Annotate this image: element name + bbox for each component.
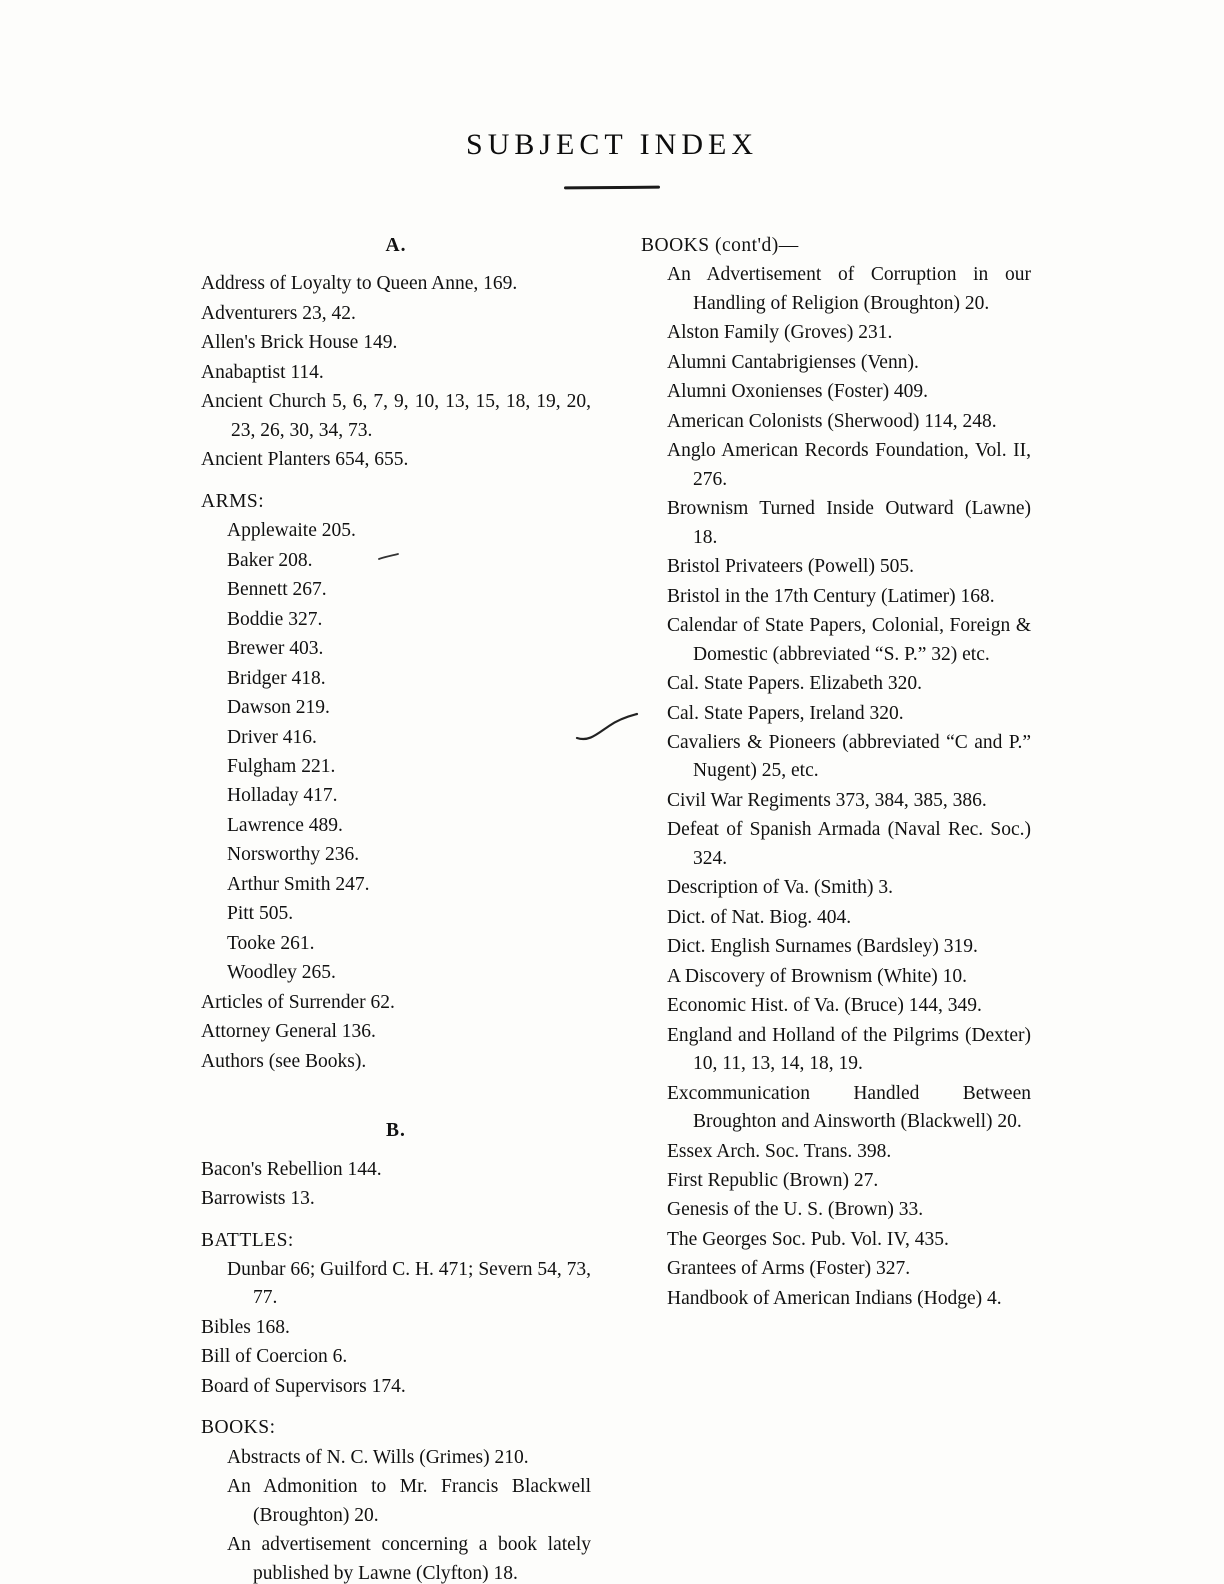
index-entry: Baker 208. (227, 549, 313, 571)
index-entry: Cal. State Papers, Ireland 320. (667, 702, 904, 724)
index-entry: England and Holland of the Pilgrims (Dexter) 10, 11, 13, 14, 18, 19. (667, 1024, 1031, 1075)
index-entry: An advertisement concerning a book lately published by Lawne (Clyfton) 18. (227, 1534, 591, 1584)
index-entry: Dict. of Nat. Biog. 404. (667, 906, 852, 928)
index-entry: Civil War Regiments 373, 384, 385, 386. (667, 789, 987, 811)
index-entry: First Republic (Brown) 27. (667, 1170, 879, 1191)
index-entry: Lawrence 489. (227, 814, 343, 836)
index-entry: Fulgham 221. (227, 755, 336, 777)
page-title: SUBJECT INDEX (466, 128, 758, 161)
index-entry: The Georges Soc. Pub. Vol. IV, 435. (667, 1228, 949, 1250)
index-entry: Bristol Privateers (Powell) 505. (667, 556, 914, 578)
index-entry: Authors (see Books). (201, 1050, 367, 1072)
index-entry: Cavaliers & Pioneers (abbreviated “C and P.” Nugent) 25, etc. (667, 731, 1031, 782)
index-entry: Norsworthy 236. (227, 844, 360, 866)
index-entry: Dict. English Surnames (Bardsley) 319. (667, 936, 978, 958)
index-entry: Ancient Church 5, 6, 7, 9, 10, 13, 15, 18, 19, 20, 23, 26, 30, 34, 73. (201, 391, 591, 441)
index-entry: Essex Arch. Soc. Trans. 398. (667, 1140, 892, 1162)
index-entry: Alumni Cantabrigienses (Venn). (667, 351, 919, 373)
index-group-heading: BOOKS (cont'd)— (641, 235, 799, 256)
index-entry: Woodley 265. (227, 962, 336, 984)
index-entry: Holladay 417. (227, 785, 338, 807)
index-entry: Bennett 267. (227, 579, 327, 601)
right-column (641, 232, 1031, 1584)
index-entry: Applewaite 205. (227, 520, 356, 542)
index-entry: An Advertisement of Corruption in our Handling of Religion (Broughton) 20. (667, 264, 1031, 314)
index-entry: Grantees of Arms (Foster) 327. (667, 1258, 911, 1280)
index-entry: Arthur Smith 247. (227, 873, 370, 895)
index-group-heading: ARMS: (201, 490, 265, 512)
index-entry: Articles of Surrender 62. (201, 991, 395, 1013)
index-entry: Dawson 219. (227, 697, 330, 719)
index-entry: Tooke 261. (227, 932, 315, 954)
index-entry: Defeat of Spanish Armada (Naval Rec. Soc.) 324. (667, 819, 1031, 869)
entry-spacer (201, 1402, 591, 1414)
index-entry: Attorney General 136. (201, 1021, 376, 1043)
index-entry: Description of Va. (Smith) 3. (667, 877, 894, 899)
index-entry: Alumni Oxonienses (Foster) 409. (667, 381, 929, 403)
index-entry: Boddie 327. (227, 608, 323, 630)
index-columns (0, 232, 1224, 1584)
index-entry: Brownism Turned Inside Outward (Lawne) 18. (667, 498, 1031, 548)
index-entry: Bibles 168. (201, 1316, 290, 1338)
index-entry: Pitt 505. (227, 903, 294, 925)
index-entry: Barrowists 13. (201, 1188, 315, 1210)
index-entry: Allen's Brick House 149. (201, 332, 398, 354)
index-entry: Adventurers 23, 42. (201, 302, 356, 324)
entry-spacer (201, 476, 591, 488)
section-letter-heading: B. (386, 1120, 406, 1142)
left-column (201, 232, 591, 1584)
index-group-heading: BOOKS: (201, 1417, 276, 1439)
index-entry: Board of Supervisors 174. (201, 1375, 406, 1397)
index-entry: Address of Loyalty to Queen Anne, 169. (201, 273, 518, 295)
index-entry: Anabaptist 114. (201, 361, 324, 383)
index-entry: Anglo American Records Foundation, Vol. II, 276. (667, 440, 1031, 490)
index-entry: Brewer 403. (227, 638, 324, 660)
section-spacer (201, 1077, 591, 1117)
index-entry: Handbook of American Indians (Hodge) 4. (667, 1287, 1002, 1309)
index-entry: Bacon's Rebellion 144. (201, 1158, 382, 1180)
index-entry: Genesis of the U. S. (Brown) 33. (667, 1199, 924, 1221)
entry-spacer (201, 1215, 591, 1227)
index-entry: American Colonists (Sherwood) 114, 248. (667, 410, 997, 432)
section-letter-heading: A. (385, 235, 407, 256)
index-entry: Calendar of State Papers, Colonial, Foreign & Domestic (abbreviated “S. P.” 32) etc. (667, 615, 1031, 665)
index-entry: Driver 416. (227, 726, 317, 748)
index-entry: Dunbar 66; Guilford C. H. 471; Severn 54, 73, 77. (227, 1259, 591, 1309)
index-entry: Abstracts of N. C. Wills (Grimes) 210. (227, 1446, 529, 1468)
index-group-heading: BATTLES: (201, 1229, 294, 1251)
index-entry: Alston Family (Groves) 231. (667, 322, 893, 344)
index-entry: Bristol in the 17th Century (Latimer) 168. (667, 585, 995, 607)
index-entry: An Admonition to Mr. Francis Blackwell (Broughton) 20. (227, 1476, 591, 1526)
index-entry: Bill of Coercion 6. (201, 1346, 348, 1368)
title-rule (564, 186, 660, 190)
index-entry: Economic Hist. of Va. (Bruce) 144, 349. (667, 995, 982, 1017)
index-entry: Bridger 418. (227, 667, 326, 689)
index-entry: Ancient Planters 654, 655. (201, 449, 409, 471)
index-entry: Cal. State Papers. Elizabeth 320. (667, 673, 923, 695)
index-entry: A Discovery of Brownism (White) 10. (667, 965, 968, 987)
index-entry: Excommunication Handled Between Broughton and Ainsworth (Blackwell) 20. (667, 1082, 1031, 1133)
